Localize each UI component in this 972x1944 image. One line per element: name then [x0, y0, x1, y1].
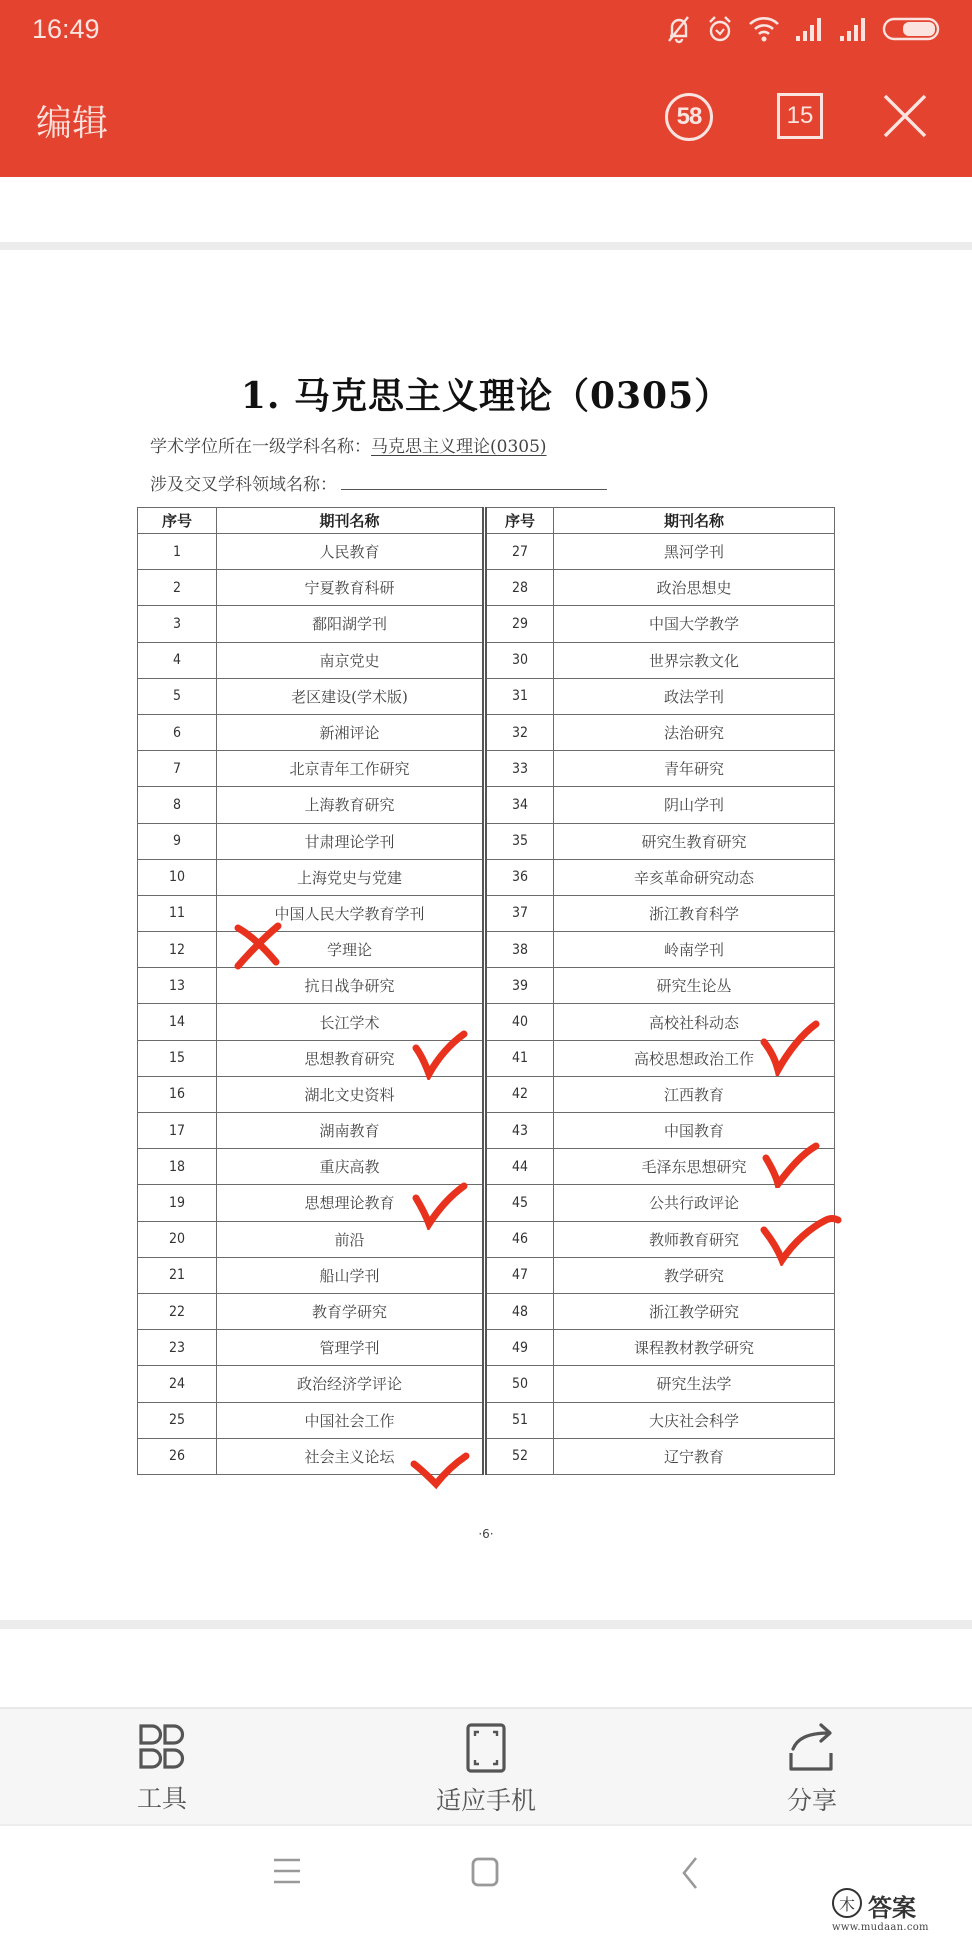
journal-name-cell: 长江学术 — [217, 1004, 485, 1040]
journal-name-cell: 教学研究 — [554, 1257, 835, 1293]
journal-name-cell: 法治研究 — [554, 714, 835, 750]
journal-name-cell: 北京青年工作研究 — [217, 751, 485, 787]
header-seq: 序号 — [138, 508, 217, 534]
menu-button[interactable] — [272, 1856, 302, 1890]
back-button[interactable] — [680, 1856, 700, 1894]
journal-name-cell: 研究生论丛 — [554, 968, 835, 1004]
watermark-url: www.mudaan.com — [832, 1922, 929, 1933]
seq-cell: 47 — [485, 1257, 554, 1293]
seq-cell: 9 — [138, 823, 217, 859]
share-label: 分享 — [786, 1786, 837, 1815]
seq-cell: 41 — [485, 1040, 554, 1076]
status-icons — [666, 14, 942, 44]
table-row — [138, 1438, 835, 1474]
journal-name-cell: 青年研究 — [554, 751, 835, 787]
page-separator — [0, 1620, 972, 1629]
seq-cell: 6 — [138, 714, 217, 750]
table-row — [138, 1004, 835, 1040]
journal-table — [137, 507, 835, 1475]
table-row — [138, 534, 835, 570]
journal-name-cell: 抗日战争研究 — [217, 968, 485, 1004]
watermark — [832, 1888, 942, 1944]
seq-cell: 43 — [485, 1113, 554, 1149]
journal-name-cell: 研究生法学 — [554, 1366, 835, 1402]
seq-cell: 42 — [485, 1076, 554, 1112]
page-separator — [0, 242, 972, 250]
journal-name-cell: 甘肃理论学刊 — [217, 823, 485, 859]
journal-name-cell: 世界宗教文化 — [554, 642, 835, 678]
seq-cell: 48 — [485, 1293, 554, 1329]
journal-name-cell: 南京党史 — [217, 642, 485, 678]
seq-cell: 37 — [485, 895, 554, 931]
seq-cell: 1 — [138, 534, 217, 570]
table-row — [138, 1149, 835, 1185]
journal-name-cell: 辽宁教育 — [554, 1438, 835, 1474]
journal-name-cell: 毛泽东思想研究 — [554, 1149, 835, 1185]
seq-cell: 19 — [138, 1185, 217, 1221]
cross-discipline-line — [150, 470, 607, 495]
watermark-logo: 木 — [832, 1888, 862, 1918]
seq-cell: 30 — [485, 642, 554, 678]
status-time: 16:49 — [32, 14, 100, 44]
journal-name-cell: 新湘评论 — [217, 714, 485, 750]
journal-name-cell: 高校社科动态 — [554, 1004, 835, 1040]
cross-discipline-label: 涉及交叉学科领域名称： — [150, 475, 337, 495]
seq-cell: 35 — [485, 823, 554, 859]
header-seq: 序号 — [485, 508, 554, 534]
journal-name-cell: 社会主义论坛 — [217, 1438, 485, 1474]
app-header — [0, 0, 972, 177]
seq-cell: 4 — [138, 642, 217, 678]
bell-muted-icon — [666, 14, 692, 44]
seq-cell: 36 — [485, 859, 554, 895]
journal-name-cell: 管理学刊 — [217, 1330, 485, 1366]
seq-cell: 38 — [485, 932, 554, 968]
journal-name-cell: 湖南教育 — [217, 1113, 485, 1149]
cross-discipline-blank — [341, 474, 607, 490]
journal-name-cell: 大庆社会科学 — [554, 1402, 835, 1438]
seq-cell: 17 — [138, 1113, 217, 1149]
journal-name-cell: 宁夏教育科研 — [217, 570, 485, 606]
table-row — [138, 606, 835, 642]
seq-cell: 26 — [138, 1438, 217, 1474]
seq-cell: 39 — [485, 968, 554, 1004]
journal-name-cell: 政治思想史 — [554, 570, 835, 606]
seq-cell: 27 — [485, 534, 554, 570]
home-icon — [470, 1856, 500, 1888]
journal-name-cell: 公共行政评论 — [554, 1185, 835, 1221]
seq-cell: 44 — [485, 1149, 554, 1185]
journal-name-cell: 鄱阳湖学刊 — [217, 606, 485, 642]
table-body — [138, 534, 835, 1475]
fit-screen-icon — [466, 1723, 506, 1773]
home-button[interactable] — [470, 1856, 500, 1892]
table-row — [138, 859, 835, 895]
page-count-badge[interactable] — [665, 93, 713, 141]
share-icon — [787, 1723, 837, 1773]
journal-name-cell: 上海党史与党建 — [217, 859, 485, 895]
seq-cell: 13 — [138, 968, 217, 1004]
seq-cell: 8 — [138, 787, 217, 823]
journal-name-cell: 浙江教学研究 — [554, 1293, 835, 1329]
journal-name-cell: 船山学刊 — [217, 1257, 485, 1293]
journal-name-cell: 人民教育 — [217, 534, 485, 570]
pages-button-value: 15 — [786, 102, 814, 129]
journal-name-cell: 思想理论教育 — [217, 1185, 485, 1221]
seq-cell: 22 — [138, 1293, 217, 1329]
table-row — [138, 751, 835, 787]
signal-icon — [794, 16, 824, 42]
seq-cell: 12 — [138, 932, 217, 968]
journal-name-cell: 浙江教育科学 — [554, 895, 835, 931]
seq-cell: 14 — [138, 1004, 217, 1040]
seq-cell: 11 — [138, 895, 217, 931]
wifi-icon — [748, 15, 780, 43]
alarm-icon — [706, 14, 734, 44]
seq-cell: 51 — [485, 1402, 554, 1438]
seq-cell: 23 — [138, 1330, 217, 1366]
journal-name-cell: 思想教育研究 — [217, 1040, 485, 1076]
journal-name-cell: 中国教育 — [554, 1113, 835, 1149]
table-row — [138, 932, 835, 968]
table-row — [138, 570, 835, 606]
seq-cell: 15 — [138, 1040, 217, 1076]
journal-name-cell: 辛亥革命研究动态 — [554, 859, 835, 895]
close-button[interactable] — [880, 91, 930, 141]
journal-name-cell: 老区建设(学术版) — [217, 678, 485, 714]
table-row — [138, 823, 835, 859]
table-row — [138, 1221, 835, 1257]
discipline-value: 马克思主义理论(0305) — [371, 437, 547, 457]
tools-grid-icon — [138, 1723, 186, 1771]
system-nav-bar — [0, 1826, 972, 1944]
seq-cell: 33 — [485, 751, 554, 787]
share-button[interactable] — [732, 1723, 892, 1817]
seq-cell: 28 — [485, 570, 554, 606]
journal-name-cell: 重庆高教 — [217, 1149, 485, 1185]
seq-cell: 40 — [485, 1004, 554, 1040]
back-icon — [680, 1856, 700, 1890]
table-row — [138, 1185, 835, 1221]
page-count-value: 58 — [676, 103, 702, 130]
journal-name-cell: 政治经济学评论 — [217, 1366, 485, 1402]
seq-cell: 21 — [138, 1257, 217, 1293]
journal-name-cell: 上海教育研究 — [217, 787, 485, 823]
table-row — [138, 714, 835, 750]
fit-phone-button[interactable] — [406, 1723, 566, 1817]
seq-cell: 45 — [485, 1185, 554, 1221]
seq-cell: 18 — [138, 1149, 217, 1185]
battery-icon — [882, 16, 942, 42]
bottom-toolbar — [0, 1707, 972, 1826]
seq-cell: 16 — [138, 1076, 217, 1112]
header-journal-name: 期刊名称 — [217, 508, 485, 534]
fit-phone-label: 适应手机 — [435, 1786, 536, 1815]
journal-name-cell: 课程教材教学研究 — [554, 1330, 835, 1366]
table-row — [138, 895, 835, 931]
signal-icon — [838, 16, 868, 42]
seq-cell: 46 — [485, 1221, 554, 1257]
journal-name-cell: 高校思想政治工作 — [554, 1040, 835, 1076]
seq-cell: 20 — [138, 1221, 217, 1257]
table-row — [138, 968, 835, 1004]
seq-cell: 10 — [138, 859, 217, 895]
seq-cell: 32 — [485, 714, 554, 750]
journal-name-cell: 黑河学刊 — [554, 534, 835, 570]
pages-button[interactable] — [777, 93, 823, 139]
journal-name-cell: 学理论 — [217, 932, 485, 968]
table-row — [138, 678, 835, 714]
table-row — [138, 1257, 835, 1293]
discipline-label: 学术学位所在一级学科名称： — [150, 437, 371, 457]
watermark-text: 答案 — [868, 1894, 916, 1922]
table-header-row — [138, 508, 835, 534]
journal-name-cell: 湖北文史资料 — [217, 1076, 485, 1112]
table-row — [138, 787, 835, 823]
journal-name-cell: 前沿 — [217, 1221, 485, 1257]
seq-cell: 5 — [138, 678, 217, 714]
close-icon — [880, 91, 930, 141]
page-number: ·6· — [478, 1527, 494, 1541]
seq-cell: 3 — [138, 606, 217, 642]
journal-name-cell: 阴山学刊 — [554, 787, 835, 823]
seq-cell: 7 — [138, 751, 217, 787]
seq-cell: 31 — [485, 678, 554, 714]
edit-button[interactable]: 编辑 — [36, 103, 109, 144]
journal-name-cell: 中国人民大学教育学刊 — [217, 895, 485, 931]
discipline-line — [150, 432, 547, 457]
table-row — [138, 642, 835, 678]
menu-icon — [272, 1856, 302, 1886]
journal-name-cell: 江西教育 — [554, 1076, 835, 1112]
journal-name-cell: 中国大学教学 — [554, 606, 835, 642]
seq-cell: 29 — [485, 606, 554, 642]
tools-label: 工具 — [136, 1784, 187, 1813]
tools-button[interactable] — [82, 1723, 242, 1815]
seq-cell: 2 — [138, 570, 217, 606]
table-row — [138, 1402, 835, 1438]
seq-cell: 50 — [485, 1366, 554, 1402]
header-journal-name: 期刊名称 — [554, 508, 835, 534]
seq-cell: 52 — [485, 1438, 554, 1474]
journal-name-cell: 研究生教育研究 — [554, 823, 835, 859]
journal-name-cell: 教育学研究 — [217, 1293, 485, 1329]
seq-cell: 25 — [138, 1402, 217, 1438]
journal-name-cell: 岭南学刊 — [554, 932, 835, 968]
seq-cell: 34 — [485, 787, 554, 823]
journal-name-cell: 政法学刊 — [554, 678, 835, 714]
table-row — [138, 1293, 835, 1329]
table-row — [138, 1366, 835, 1402]
journal-name-cell: 教师教育研究 — [554, 1221, 835, 1257]
table-row — [138, 1076, 835, 1112]
journal-name-cell: 中国社会工作 — [217, 1402, 485, 1438]
table-row — [138, 1040, 835, 1076]
table-row — [138, 1113, 835, 1149]
document-title: 1. 马克思主义理论（0305） — [240, 375, 732, 417]
seq-cell: 24 — [138, 1366, 217, 1402]
seq-cell: 49 — [485, 1330, 554, 1366]
table-row — [138, 1330, 835, 1366]
document-page[interactable] — [0, 250, 972, 1620]
